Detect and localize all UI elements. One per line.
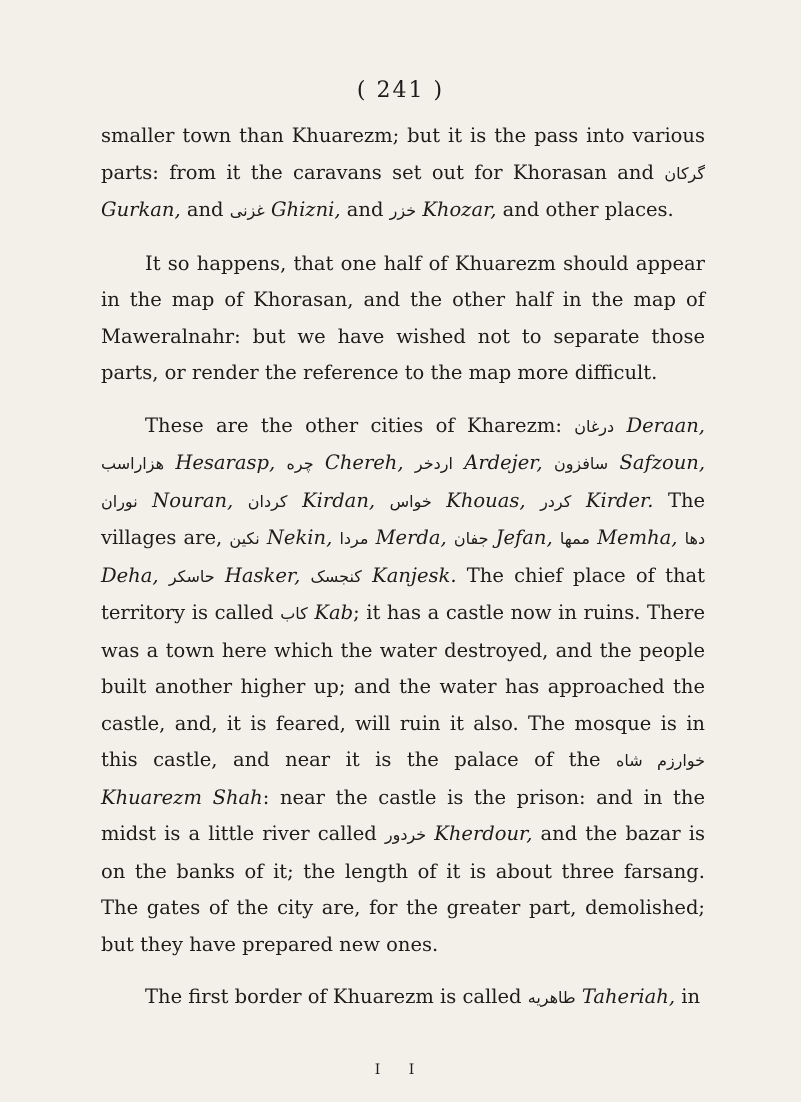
transliterated-name: Hasker,	[224, 563, 301, 587]
arabic-script-name: خردور	[384, 825, 427, 844]
arabic-script-name: چره	[286, 454, 314, 473]
text-run	[375, 489, 390, 512]
text-run	[677, 526, 684, 549]
text-run	[453, 451, 464, 474]
text-run: smaller town than Khuarezm; but it is the pass into various parts: from it the caravans set out for Khorasan and	[101, 124, 705, 184]
paragraph	[101, 979, 705, 1017]
arabic-script-name: خوارزم شاه	[616, 751, 705, 770]
transliterated-name: Taheriah,	[581, 985, 676, 1008]
text-run: and the bazar is on the banks of it; the length of it is about three farsang. The gates of the city are, for the greater part, demolished; but they have prepared new ones.	[101, 822, 705, 956]
text-run	[159, 564, 169, 587]
transliterated-name: Safzoun,	[619, 451, 706, 474]
text-run: and	[180, 198, 230, 221]
transliterated-name: Hesarasp,	[175, 451, 276, 474]
transliterated-name: Jefan,	[495, 526, 553, 549]
paragraph	[101, 118, 705, 230]
arabic-script-name: غزنی	[229, 201, 265, 220]
text-run	[300, 564, 310, 587]
text-run: and	[340, 198, 390, 221]
text-run	[489, 526, 496, 549]
arabic-script-name: کردان	[247, 491, 288, 511]
transliterated-name: Kab	[314, 601, 354, 624]
transliterated-name: Ardejer,	[464, 451, 543, 474]
text-run	[260, 526, 267, 549]
arabic-script-name: گرکان	[664, 163, 705, 183]
text-run	[571, 489, 586, 512]
transliterated-name: Kirdan,	[302, 488, 376, 512]
transliterated-name: Chereh,	[324, 451, 404, 474]
page-number: ( 241 )	[356, 78, 445, 103]
arabic-script-name: جفان	[453, 529, 489, 548]
transliterated-name: Kherdour,	[434, 822, 533, 845]
text-run	[614, 414, 626, 437]
arabic-script-name: هزاراسب	[101, 454, 164, 473]
transliterated-name: Kanjesk.	[372, 563, 457, 587]
text-run	[590, 526, 597, 549]
text-run: The chief place of that territory is called	[101, 563, 705, 624]
text-run	[368, 526, 375, 549]
paragraph	[101, 246, 705, 392]
arabic-script-name: کردر	[540, 491, 572, 511]
text-run	[288, 489, 303, 512]
transliterated-name: Ghizni,	[270, 198, 341, 221]
transliterated-name: Nekin,	[266, 526, 333, 549]
text-run	[447, 526, 454, 549]
text-run: The villages are,	[101, 488, 706, 549]
arabic-script-name: مردا	[339, 529, 369, 548]
paragraph	[101, 408, 705, 964]
text-run	[233, 489, 248, 512]
transliterated-name: Gurkan,	[101, 198, 181, 221]
text-run: It so happens, that one half of Khuarezm should appear in the map of Khorasan, and the other half in the map of Maweralnahr: but we have wished not to separate those parts, or render the reference to the map more difficult.	[101, 251, 705, 384]
text-run	[215, 564, 225, 587]
arabic-script-name: ممها	[559, 529, 590, 548]
transliterated-name: Khouas,	[446, 488, 526, 512]
text-run: : near the castle is the prison: and in the midst is a little river called	[101, 785, 705, 845]
arabic-script-name: حاسکر	[168, 566, 215, 586]
transliterated-name: Merda,	[375, 526, 447, 549]
arabic-script-name: سافزون	[553, 454, 609, 473]
transliterated-name: Khozar,	[422, 198, 497, 221]
arabic-script-name: کنجسک	[310, 566, 362, 586]
text-run	[362, 564, 372, 587]
arabic-script-name: دها	[684, 529, 706, 548]
arabic-script-name: درغان	[574, 416, 615, 436]
transliterated-name: Deraan,	[626, 413, 705, 437]
text-run	[553, 526, 560, 549]
signature-mark: I I	[374, 1062, 427, 1078]
transliterated-name: Deha,	[101, 563, 159, 587]
arabic-script-name: نوران	[101, 491, 138, 511]
transliterated-name: Memha,	[597, 526, 678, 549]
arabic-script-name: خزر	[389, 201, 417, 220]
text-run	[164, 451, 175, 474]
text-run	[138, 489, 153, 512]
text-run	[526, 489, 541, 512]
text-run	[404, 451, 415, 474]
arabic-script-name: کاب	[280, 604, 308, 623]
text-run	[543, 451, 554, 474]
text-run: and other places.	[496, 198, 674, 221]
text-run: The first border of Khuarezm is called	[145, 985, 528, 1008]
arabic-script-name: نکین	[229, 529, 260, 548]
text-run: These are the other cities of Kharezm:	[145, 413, 575, 437]
text-run	[275, 451, 286, 474]
text-run: in	[675, 985, 701, 1008]
text-run	[314, 451, 325, 474]
transliterated-name: Khuarezm Shah	[101, 785, 263, 809]
arabic-script-name: اردخر	[414, 454, 453, 473]
transliterated-name: Kirder.	[585, 488, 654, 512]
text-run: ; it has a castle now in ruins. There was a town here which the water destroyed, and the people built another higher up; and the water has approached the castle, and, it is feared, will ruin it also. The mosque is in this castle, and near it is the palace of the	[101, 601, 705, 771]
body-text	[101, 118, 705, 1017]
arabic-script-name: طاهریه	[527, 988, 576, 1007]
text-run	[432, 489, 447, 512]
transliterated-name: Nouran,	[152, 488, 234, 512]
arabic-script-name: خواس	[389, 491, 432, 511]
text-run	[608, 451, 619, 474]
